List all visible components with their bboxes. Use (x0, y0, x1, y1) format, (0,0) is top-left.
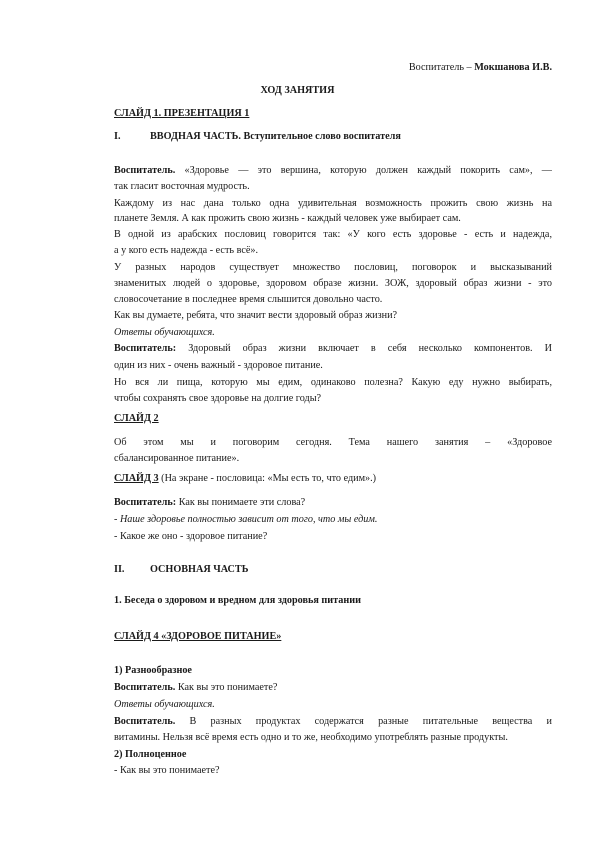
slide3-line (114, 472, 376, 485)
slide2-line-2: сбалансированное питание». (114, 453, 240, 464)
slide3-question-2: - Какое же оно - здоровое питание? (114, 531, 268, 542)
section2-number: II. (114, 564, 125, 575)
author-line (409, 61, 552, 74)
paragraph-4-line-1: У разных народов существует множество пословиц, поговорок и высказываний (114, 262, 552, 273)
slide2-line-1: Об этом мы и поговорим сегодня. Тема нашего занятия – «Здоровое (114, 437, 552, 448)
slide3-heading: СЛАЙД 3 (114, 473, 159, 484)
speaker-label: Воспитатель. (114, 716, 176, 727)
speaker-label: Воспитатель. (114, 682, 176, 693)
section1-title: ВВОДНАЯ ЧАСТЬ. Вступительное слово воспитателя (150, 131, 401, 142)
section1-number: I. (114, 131, 121, 142)
section2-title: ОСНОВНАЯ ЧАСТЬ (150, 564, 249, 575)
slide2-heading: СЛАЙД 2 (114, 413, 159, 424)
paragraph-4-line-3: словосочетание в последнее время слышится довольно часто. (114, 294, 383, 305)
paragraph-text: В разных продуктах содержатся разные питательные вещества и (175, 716, 552, 727)
slide4-paragraph-line-1 (114, 715, 552, 728)
paragraph-text: Здоровый образ жизни включает в себя несколько компонентов. И (176, 343, 552, 354)
question-text: Как вы понимаете эти слова? (176, 497, 306, 508)
author-prefix: Воспитатель – (408, 62, 475, 73)
paragraph-7-line-2: чтобы сохранять свое здоровье на долгие годы? (114, 393, 322, 404)
author-name: Мокшанова И.В. (474, 62, 552, 73)
paragraph-4-line-2: знаменитых людей о здоровье, здоровом образе жизни. ЗОЖ, здоровый образ жизни - это (114, 278, 552, 289)
slide4-paragraph-line-2: витамины. Нельзя всё время есть одно и то же, необходимо употреблять разные продукты. (114, 732, 508, 743)
section2-subheading: 1. Беседа о здоровом и вредном для здоровья питании (114, 595, 362, 606)
paragraph-text: «Здоровье — это вершина, которую должен каждый покорить сам», — (175, 165, 552, 176)
question-healthy-lifestyle: Как вы думаете, ребята, что значит вести здоровый образ жизни? (114, 310, 398, 321)
slide4-question-2: - Как вы это понимаете? (114, 765, 220, 776)
question-text: Как вы это понимаете? (175, 682, 278, 693)
paragraph-3-line-1: В одной из арабских пословиц говорится так: «У кого есть здоровье - есть и надежда, (114, 229, 552, 240)
slide3-question (114, 496, 305, 509)
paragraph-6-line-1 (114, 342, 552, 355)
speaker-label: Воспитатель: (114, 497, 177, 508)
answers-label-1: Ответы обучающихся. (114, 327, 215, 338)
speaker-label: Воспитатель. (114, 165, 176, 176)
paragraph-1-line-2: так гласит восточная мудрость. (114, 181, 250, 192)
slide3-note: (На экране - пословица: «Мы есть то, что едим».) (158, 473, 377, 484)
slide1-heading: СЛАЙД 1. ПРЕЗЕНТАЦИЯ 1 (114, 108, 250, 119)
paragraph-2-line-1: Каждому из нас дана только одна удивительная возможность прожить свою жизнь на (114, 198, 552, 209)
speaker-label: Воспитатель: (114, 343, 177, 354)
paragraph-6-line-2: один из них - очень важный - здоровое питание. (114, 360, 323, 371)
paragraph-3-line-2: а у кого есть надежда - есть всё». (114, 245, 259, 256)
slide3-answer: - Наше здоровье полностью зависит от того, что мы едим. (114, 514, 378, 525)
answers-label-2: Ответы обучающихся. (114, 699, 215, 710)
paragraph-7-line-1: Но вся ли пища, которую мы едим, одинаково полезна? Какую еду нужно выбирать, (114, 377, 552, 388)
slide4-item-2: 2) Полноценное (114, 749, 187, 760)
slide4-heading: СЛАЙД 4 «ЗДОРОВОЕ ПИТАНИЕ» (114, 631, 282, 642)
page-title: ХОД ЗАНЯТИЯ (260, 85, 335, 96)
slide4-item-1: 1) Разнообразное (114, 665, 192, 676)
paragraph-1-line-1 (114, 164, 552, 177)
paragraph-2-line-2: планете Земля. А как прожить свою жизнь - каждый человек уже выбирает сам. (114, 213, 461, 224)
slide4-question-1 (114, 681, 277, 694)
